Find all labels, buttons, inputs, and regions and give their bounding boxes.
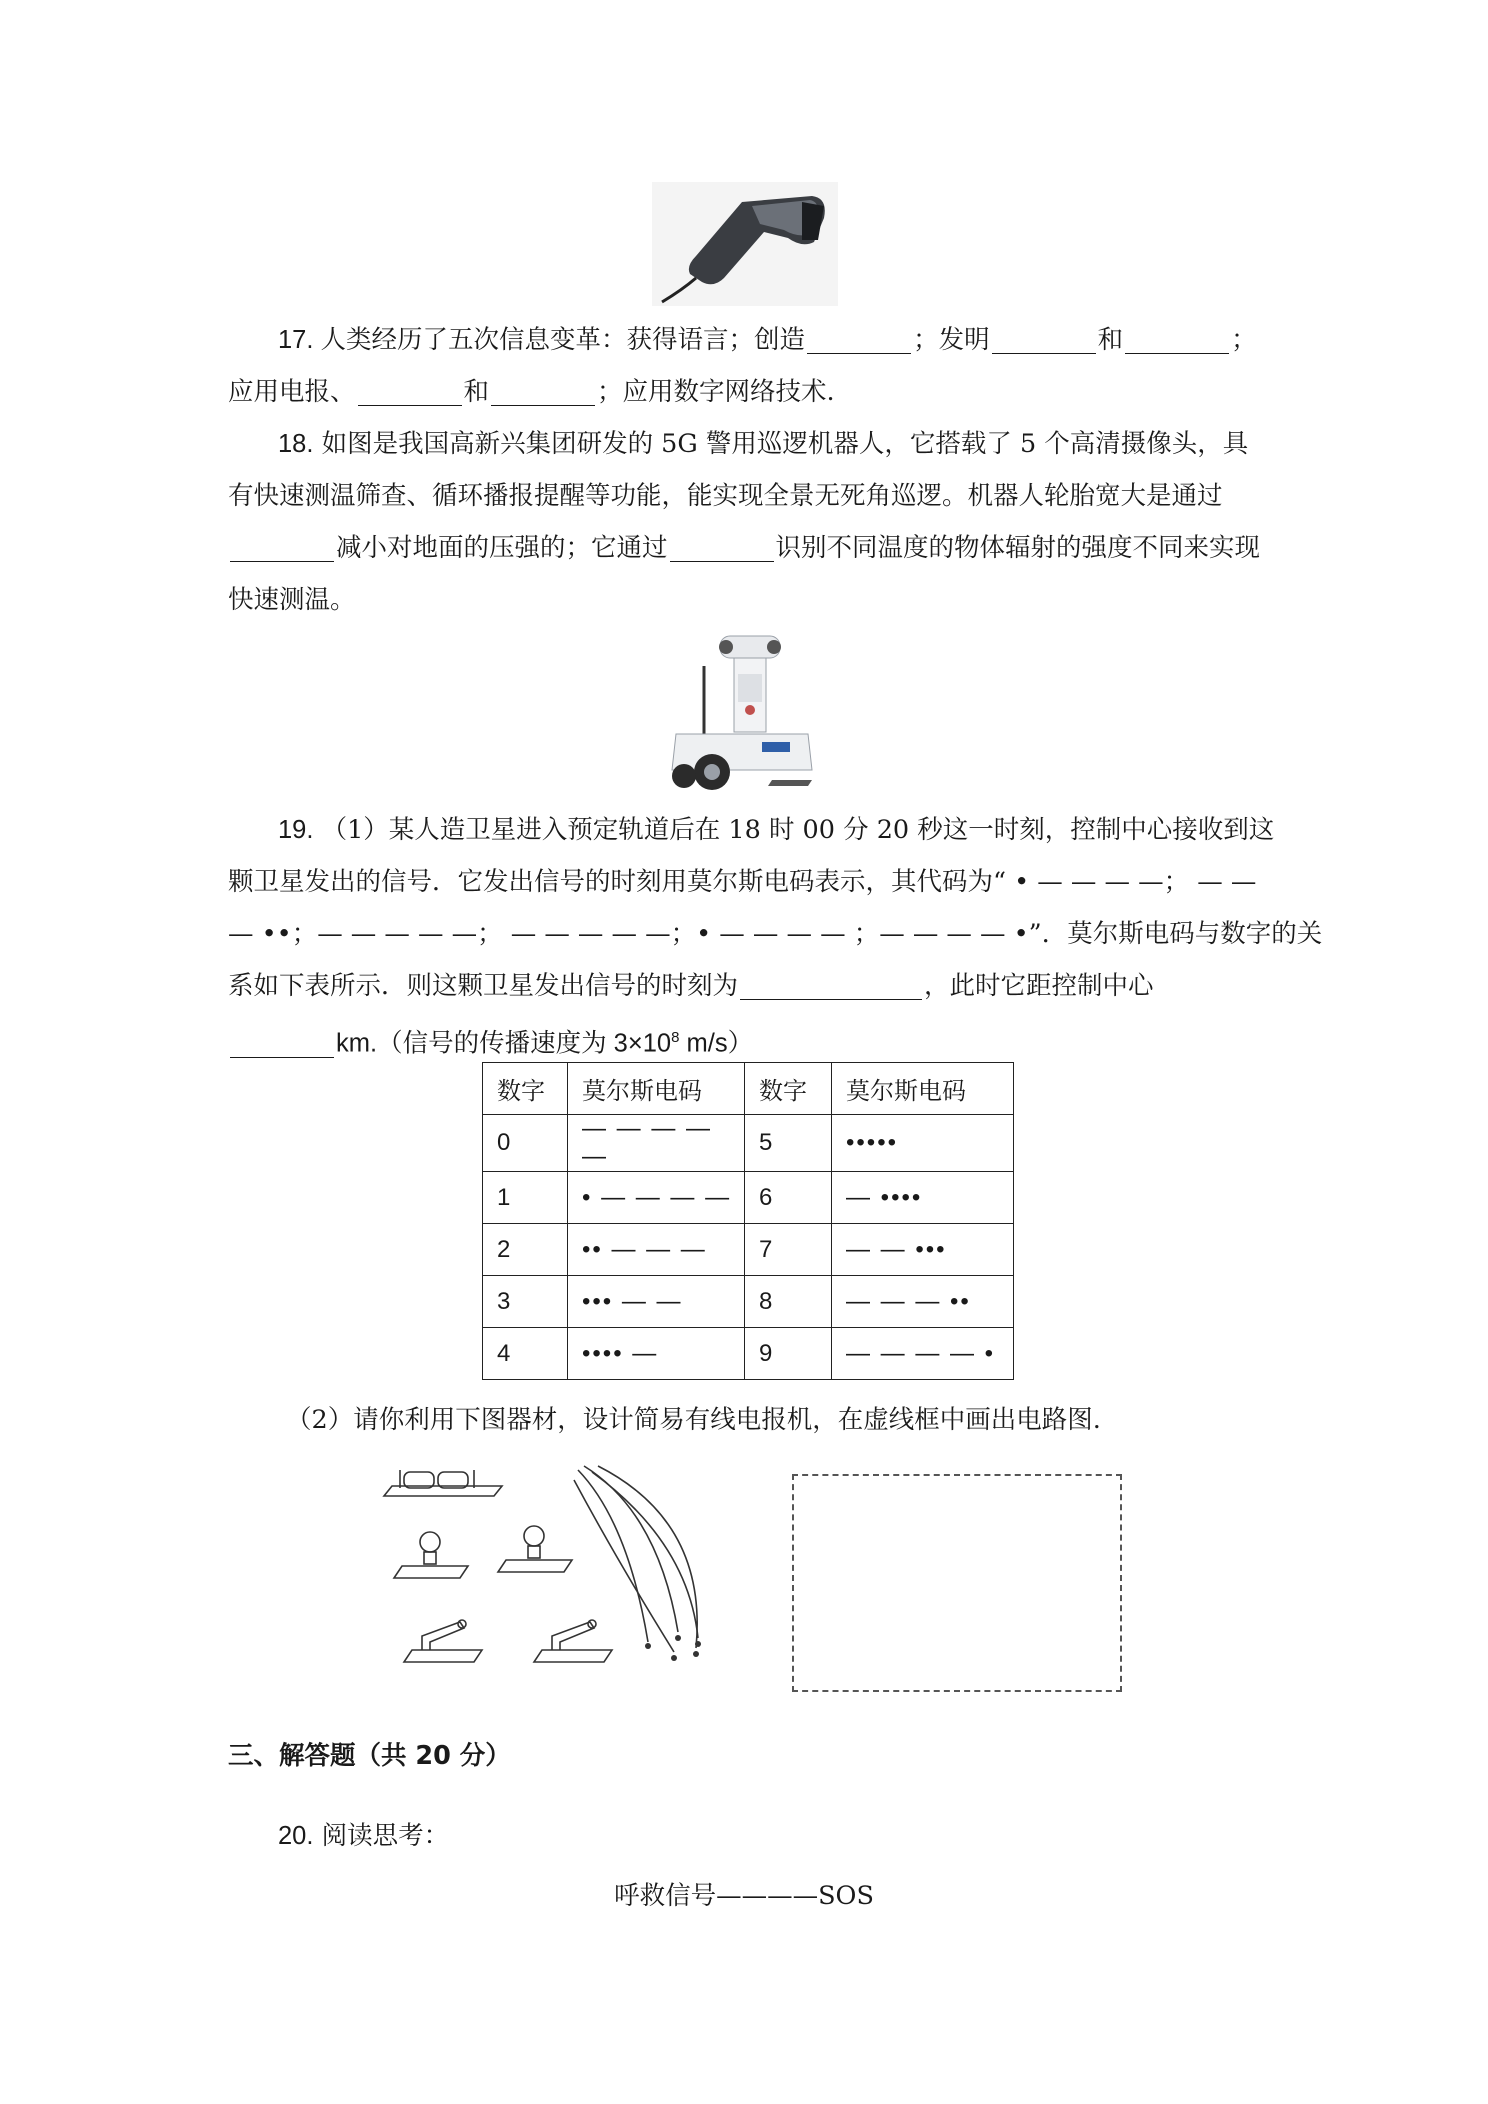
answer-blank[interactable] [992,323,1096,354]
table-row: 3 ••• — — 8 — — — •• [483,1276,1014,1328]
q19-line3: — ••；— — — — —； — — — — —；• — — — — ；— — — — •”．莫尔斯电码与数字的关 [228,919,1323,949]
answer-blank[interactable] [740,969,922,1000]
q18-line2: 有快速测温筛查、循环播报提醒等功能，能实现全景无死角巡逻。机器人轮胎宽大是通过 [228,481,1223,511]
answer-blank[interactable] [230,531,334,562]
q18-line4: 快速测温。 [228,585,356,615]
table-row: 4 •••• — 9 — — — — • [483,1328,1014,1380]
table-row: 2 •• — — — 7 — — ••• [483,1224,1014,1276]
answer-blank[interactable] [358,375,462,406]
telegraph-equipment-figure [378,1462,728,1686]
q17-line2: 应用电报、 和 ；应用数字网络技术. [228,377,835,407]
answer-blank[interactable] [807,323,911,354]
answer-blank[interactable] [230,1027,334,1058]
table-row: 0 — — — — — 5 ••••• [483,1115,1014,1172]
patrol-robot-image [662,630,822,792]
table-header-row: 数字 莫尔斯电码 数字 莫尔斯电码 [483,1063,1014,1115]
q17-line1: 17. 人类经历了五次信息变革：获得语言；创造 ；发明 和 ； [278,325,1257,355]
morse-code-table [482,1062,1014,1380]
circuit-diagram-answer-box[interactable] [792,1474,1122,1692]
answer-blank[interactable] [491,375,595,406]
q18-line1: 18. 如图是我国高新兴集团研发的 5G 警用巡逻机器人，它搭载了 5 个高清摄像头，具 [278,429,1249,459]
q18-line3: 减小对地面的压强的；它通过 识别不同温度的物体辐射的强度不同来实现 [228,522,1274,574]
table-row: 1 • — — — — 6 — •••• [483,1172,1014,1224]
q20-line: 20. 阅读思考： [278,1821,450,1851]
q19-line5: km.（信号的传播速度为 $3\times 10^8$ m/s） [228,1012,1274,1070]
q17-number: 17. [278,326,314,354]
q20-subtitle: 呼救信号————SOS [614,1881,874,1911]
section-heading: 三、解答题（共 20 分） [228,1741,511,1771]
q19-line4: 系如下表所示．则这颗卫星发出信号的时刻为 ，此时它距控制中心 [228,971,1154,1001]
q19-line1: 19. （1）某人造卫星进入预定轨道后在 18 时 00 分 20 秒这一时刻，控制中心接收到这 [278,815,1275,845]
answer-blank[interactable] [1125,323,1229,354]
answer-blank[interactable] [670,531,774,562]
q19-part2: （2）请你利用下图器材，设计简易有线电报机，在虚线框中画出电路图. [286,1405,1101,1435]
barcode-scanner-image [652,182,838,306]
q19-line2: 颗卫星发出的信号．它发出信号的时刻用莫尔斯电码表示，其代码为“ • — — — —； — — [228,867,1257,897]
